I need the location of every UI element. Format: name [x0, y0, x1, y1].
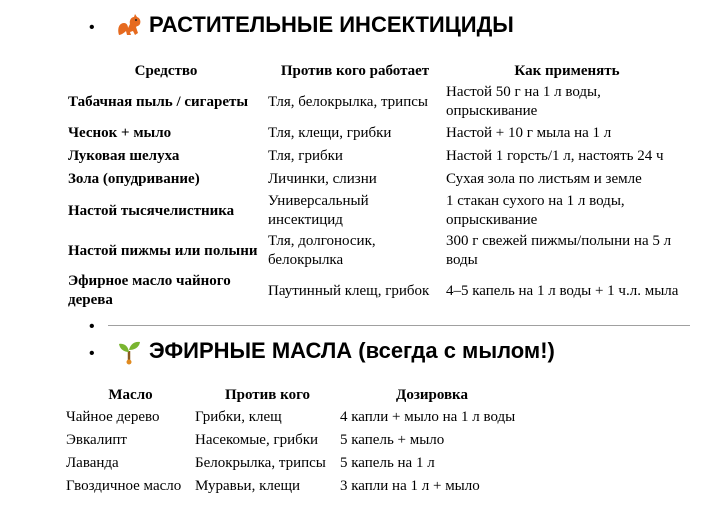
table-row — [66, 191, 690, 231]
target-cell: Тля, грибки — [268, 148, 343, 164]
oil-cell: Чайное дерево — [66, 409, 160, 425]
usage-cell: Настой + 10 г мыла на 1 л — [446, 125, 612, 141]
dosage-cell: 4 капли + мыло на 1 л воды — [340, 409, 516, 425]
dosage-cell: 5 капель на 1 л — [340, 455, 435, 471]
usage-cell: 4–5 капель на 1 л воды + 1 ч.л. мыла — [446, 282, 679, 299]
remedy-cell: Эфирное масло чайного дерева — [68, 273, 231, 308]
column-header: Против кого — [224, 387, 311, 403]
oil-cell: Лаванда — [66, 455, 119, 471]
target-cell: Тля, клещи, грибки — [268, 125, 392, 141]
bullet: • — [89, 318, 95, 335]
dosage-cell: 3 капли на 1 л + мыло — [340, 478, 480, 494]
remedy-cell: Чеснок + мыло — [68, 125, 172, 141]
usage-cell: Настой 50 г на 1 л воды, опрыскивание — [446, 84, 601, 119]
table-row — [66, 271, 690, 311]
table-row — [66, 475, 540, 498]
dosage-cell: 5 капель + мыло — [340, 432, 445, 448]
target-cell: Универсальный инсектицид — [268, 193, 369, 228]
seedling-icon — [115, 337, 143, 365]
column-header: Как применять — [514, 62, 620, 79]
target-cell: Белокрылка, трипсы — [195, 455, 326, 471]
oil-cell: Эвкалипт — [66, 432, 127, 448]
column-header: Средство — [134, 62, 198, 79]
table-row — [66, 145, 690, 168]
usage-cell: Настой 1 горсть/1 л, настоять 24 ч — [446, 148, 664, 164]
table-row — [66, 406, 540, 429]
remedy-cell: Табачная пыль / сигареты — [68, 93, 249, 110]
section1-title: РАСТИТЕЛЬНЫЕ ИНСЕКТИЦИДЫ — [149, 12, 514, 37]
target-cell: Насекомые, грибки — [195, 432, 319, 448]
table-row — [66, 122, 690, 145]
remedy-cell: Настой тысячелистника — [68, 202, 235, 219]
target-cell: Грибки, клещ — [195, 409, 282, 425]
table-row — [66, 82, 690, 122]
column-header: Дозировка — [396, 387, 468, 403]
table-row — [66, 231, 690, 271]
usage-cell: 1 стакан сухого на 1 л воды, опрыскивание — [446, 193, 625, 228]
target-cell: Паутинный клещ, грибок — [268, 282, 430, 299]
usage-cell: 300 г свежей пижмы/полыни на 5 л воды — [446, 233, 672, 268]
target-cell: Тля, белокрылка, трипсы — [268, 93, 428, 110]
bullet: • — [89, 19, 95, 36]
oils-table — [66, 385, 540, 498]
oil-cell: Гвоздичное масло — [66, 478, 182, 494]
remedy-cell: Луковая шелуха — [68, 148, 180, 164]
section2-title: ЭФИРНЫЕ МАСЛА (всегда с мылом!) — [149, 338, 555, 363]
squirrel-icon — [115, 11, 143, 39]
table-row — [66, 429, 540, 452]
column-header: Масло — [108, 387, 153, 403]
target-cell: Тля, долгоносик, белокрылка — [268, 233, 376, 268]
insecticides-table — [66, 60, 690, 311]
target-cell: Личинки, слизни — [268, 171, 377, 187]
table-row — [66, 168, 690, 191]
column-header: Против кого работает — [280, 62, 430, 79]
remedy-cell: Зола (опудривание) — [68, 171, 200, 187]
target-cell: Муравьи, клещи — [195, 478, 301, 494]
section2-heading — [115, 336, 555, 366]
usage-cell: Сухая зола по листьям и земле — [446, 171, 642, 187]
horizontal-rule — [108, 325, 690, 326]
remedy-cell: Настой пижмы или полыни — [68, 242, 258, 259]
table-row — [66, 452, 540, 475]
bullet: • — [89, 345, 95, 362]
section1-heading — [115, 10, 514, 40]
